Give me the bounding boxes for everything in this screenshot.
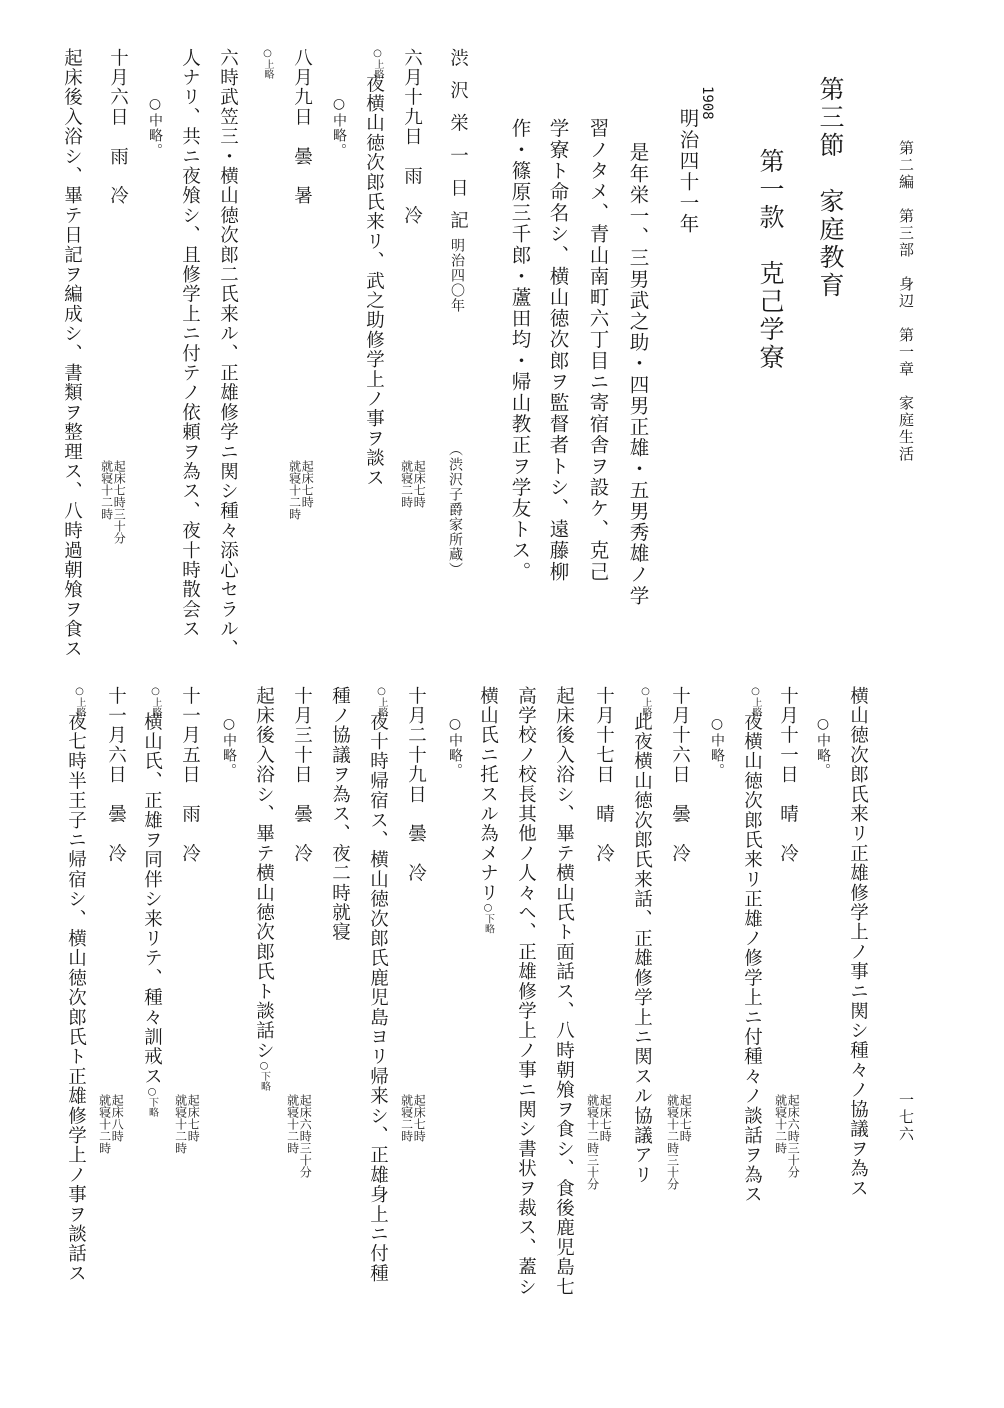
entry-date: 十月二十九日 曇 冷 [405, 686, 427, 883]
entry-text-span: 横山氏、正雄ヲ同伴シ来リテ、種々訓戒ス [141, 712, 163, 1087]
omitted-above-mark: ○上略 [150, 686, 161, 717]
running-head: 第二編 第三部 身辺 第一章 家庭生活 [897, 140, 915, 463]
section-title: 第三節 家庭教育 [816, 76, 845, 300]
entry-date: 十一月六日 曇 冷 [105, 686, 127, 864]
wake-time: 起床七時 [412, 460, 427, 508]
entry-date: 十月十六日 曇 冷 [669, 686, 691, 864]
entry-text: 此夜横山徳次郎氏来話、正雄修学上ニ関スル協議アリ [631, 712, 653, 1185]
wake-sleep-note [286, 1094, 311, 1178]
wake-sleep-note [586, 1094, 611, 1190]
sleep-time: 就寝十二時 [99, 460, 114, 520]
omission-mark: ○中略。 [331, 96, 347, 158]
wake-sleep-note [666, 1094, 691, 1190]
subsection-title: 第一款 克己学寮 [756, 148, 785, 372]
source-year: 明治四〇年 [449, 238, 465, 313]
wake-time: 起床六時三十分 [298, 1094, 313, 1178]
wake-time: 起床七時 [186, 1094, 201, 1142]
sleep-time: 就寝十二時三十分 [585, 1094, 600, 1190]
year-western: 1908 [699, 86, 715, 120]
wake-sleep-note [100, 460, 125, 544]
wake-sleep-note [174, 1094, 199, 1154]
omitted-above-mark: ○上略 [640, 686, 651, 717]
omitted-below-mark: ○下略 [146, 1086, 158, 1118]
source-holder: （渋沢子爵家所蔵） [447, 442, 463, 577]
entry-date: 十月十七日 晴 冷 [593, 686, 615, 864]
page-number: 一七六 [897, 1092, 915, 1143]
source-title: 渋沢栄一日記 [447, 48, 469, 243]
wake-time: 起床七時三十分 [112, 460, 127, 544]
entry-text: 夜七時半王子ニ帰宿シ、横山徳次郎氏ト正雄修学上ノ事ヲ談話ス [65, 712, 87, 1284]
entry-date: 八月九日 曇 暑 [291, 48, 313, 206]
omitted-above-mark: ○上略 [376, 686, 387, 717]
omitted-below-mark: ○下略 [258, 1060, 270, 1092]
intro-line: 是年栄一、三男武之助・四男正雄・五男秀雄ノ学 [626, 142, 650, 607]
wake-time: 起床六時三十分 [786, 1094, 801, 1178]
entry-text [142, 712, 161, 1117]
entry-text: 起床後入浴シ、畢テ横山氏ト面話ス、八時朝飧ヲ食シ、食後鹿児島七 [553, 686, 575, 1297]
omitted-below-mark: ○下略 [482, 902, 494, 934]
entry-date: 十月三十日 曇 冷 [291, 686, 313, 864]
omitted-above-mark: ○上略 [750, 686, 761, 717]
omitted-above-mark: ○上略 [262, 48, 273, 79]
year-era: 明治四十一年 [676, 108, 700, 235]
wake-sleep-note [774, 1094, 799, 1178]
wake-sleep-note [288, 460, 313, 520]
wake-time: 起床七時 [300, 460, 315, 508]
omission-mark: ○中略。 [709, 716, 725, 778]
sleep-time: 就寝十二時三十分 [665, 1094, 680, 1190]
wake-sleep-note [400, 460, 425, 508]
entry-text [254, 686, 273, 1091]
wake-time: 起床七時 [678, 1094, 693, 1142]
omitted-above-mark: ○上略 [372, 48, 383, 79]
entry-text: 人ナリ、共ニ夜飧シ、且修学上ニ付テノ依頼ヲ為ス、夜十時散会ス [179, 48, 201, 639]
entry-text: 夜横山徳次郎氏来リ、武之助修学上ノ事ヲ談ス [363, 74, 385, 488]
entry-date: 十月六日 雨 冷 [107, 48, 129, 206]
entry-date: 六月十九日 雨 冷 [401, 48, 423, 226]
omission-mark: ○中略。 [815, 716, 831, 778]
omission-mark: ○中略。 [447, 716, 463, 778]
wake-sleep-note [98, 1094, 123, 1154]
wake-time: 起床七時 [598, 1094, 613, 1142]
sleep-time: 就寝十二時 [287, 460, 302, 520]
entry-text: 起床後入浴シ、畢テ日記ヲ編成シ、書類ヲ整理ス、八時過朝飧ヲ食ス [61, 48, 83, 659]
entry-text: 種ノ協議ヲ為ス、夜二時就寝 [329, 686, 351, 943]
entry-text: 横山徳次郎氏来リ正雄修学上ノ事ニ関シ種々ノ協議ヲ為ス [847, 686, 869, 1199]
wake-time: 起床八時 [110, 1094, 125, 1142]
entry-text-span: 横山氏ニ托スル為メナリ [477, 686, 499, 903]
wake-time: 起床七時 [412, 1094, 427, 1142]
sleep-time: 就寝二時 [399, 460, 414, 508]
sleep-time: 就寝十二時 [97, 1094, 112, 1154]
omitted-above-mark: ○上略 [74, 686, 85, 717]
omission-mark: ○中略。 [147, 96, 163, 158]
omission-mark: ○中略。 [221, 716, 237, 778]
wake-sleep-note [400, 1094, 425, 1142]
entry-text: 夜十時帰宿ス、横山徳次郎氏鹿児島ヨリ帰来シ、正雄身上ニ付種 [367, 712, 389, 1284]
entry-text: 六時武笠三・横山徳次郎二氏来ル、正雄修学ニ関シ種々添心セラル、 [217, 48, 239, 659]
sleep-time: 就寝十二時 [773, 1094, 788, 1154]
sleep-time: 就寝十二時 [285, 1094, 300, 1154]
entry-text-span: 起床後入浴シ、畢テ横山徳次郎氏ト談話シ [253, 686, 275, 1061]
sleep-time: 就寝二時 [399, 1094, 414, 1142]
intro-line: 学寮ト命名シ、横山徳次郎ヲ監督者トシ、遠藤柳 [546, 118, 570, 583]
entry-date: 十月十一日 晴 冷 [777, 686, 799, 864]
entry-text [478, 686, 497, 934]
intro-line: 作・篠原三千郎・蘆田均・帰山教正ヲ学友トス。 [508, 118, 532, 583]
intro-line: 習ノタメ、青山南町六丁目ニ寄宿舎ヲ設ケ、克己 [586, 118, 610, 583]
entry-date: 十一月五日 雨 冷 [179, 686, 201, 864]
sleep-time: 就寝十二時 [173, 1094, 188, 1154]
entry-text: 高学校ノ校長其他ノ人々ヘ、正雄修学上ノ事ニ関シ書状ヲ裁ス、蓋シ [515, 686, 537, 1297]
entry-text: 夜横山徳次郎氏来リ正雄ノ修学上ニ付種々ノ談話ヲ為ス [741, 712, 763, 1205]
